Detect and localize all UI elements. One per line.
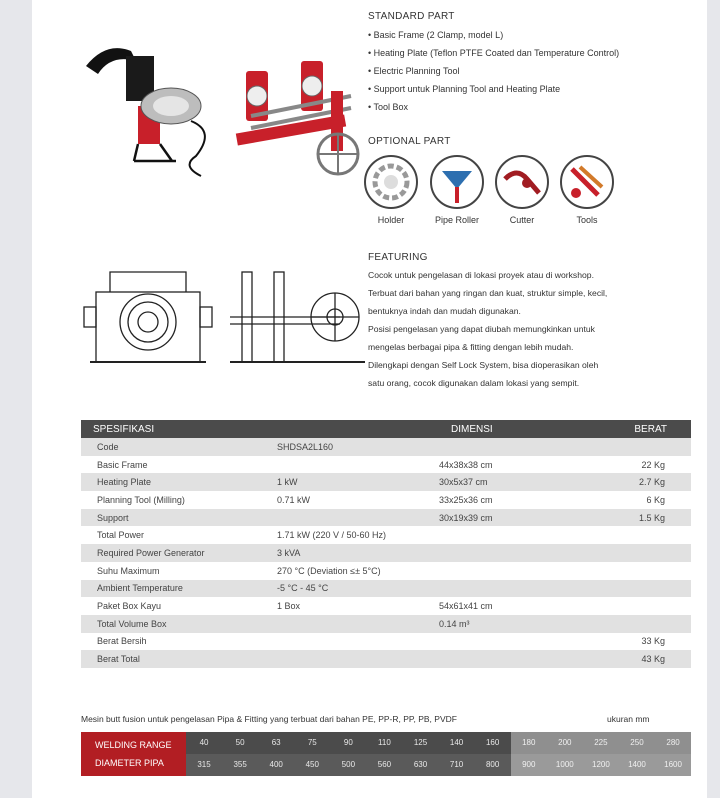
table-cell: 30x19x39 cm xyxy=(439,509,599,527)
table-cell: Total Power xyxy=(97,530,145,541)
featuring-line: Cocok untuk pengelasan di lokasi proyek atau di workshop. xyxy=(368,270,594,280)
diameter-value: 1400 xyxy=(619,754,655,776)
table-cell: Planning Tool (Milling) xyxy=(97,494,185,505)
spec-body xyxy=(81,438,691,668)
technical-drawing xyxy=(80,262,380,372)
table-cell xyxy=(277,650,439,668)
table-row xyxy=(81,526,691,544)
table-cell xyxy=(439,544,599,562)
table-cell: Required Power Generator xyxy=(81,544,277,562)
welding-value: 280 xyxy=(655,732,691,754)
table-cell xyxy=(439,580,599,598)
diameter-pipa-row xyxy=(186,754,691,776)
table-row xyxy=(81,473,691,491)
table-cell: Suhu Maximum xyxy=(97,565,160,576)
table-cell: SHDSA2L160 xyxy=(277,438,439,456)
table-cell xyxy=(599,526,691,544)
table-cell xyxy=(599,544,691,562)
standard-part-title: STANDARD PART xyxy=(368,11,455,22)
optional-item-label: Tools xyxy=(576,215,598,225)
table-cell: 1.5 Kg xyxy=(599,509,691,527)
table-cell: Heating Plate xyxy=(81,473,277,491)
optional-item-label: Holder xyxy=(377,215,405,225)
spec-header: DIMENSI xyxy=(439,420,599,438)
table-cell xyxy=(439,650,599,668)
table-row xyxy=(81,650,691,668)
diameter-value: 710 xyxy=(439,754,475,776)
welding-value: 63 xyxy=(258,732,294,754)
table-cell: -5 °C - 45 °C xyxy=(277,580,439,598)
diameter-value: 1200 xyxy=(583,754,619,776)
product-sheet xyxy=(32,0,707,798)
pipe-roller-icon xyxy=(430,155,484,209)
table-row xyxy=(81,544,691,562)
table-cell xyxy=(599,597,691,615)
welding-value: 125 xyxy=(402,732,438,754)
list-item: • Tool Box xyxy=(368,102,409,112)
diameter-value: 1600 xyxy=(655,754,691,776)
heating-plate-unit xyxy=(86,48,205,176)
table-cell xyxy=(277,509,439,527)
featuring-text xyxy=(368,266,607,392)
standard-part-list xyxy=(368,26,619,116)
optional-item-tools xyxy=(559,155,615,225)
table-cell: 22 Kg xyxy=(641,459,665,470)
diameter-value: 500 xyxy=(330,754,366,776)
table-cell: 33 Kg xyxy=(641,636,665,647)
table-row xyxy=(81,615,691,633)
footer-note: Mesin butt fusion untuk pengelasan Pipa & Fitting yang terbuat dari bahan PE, PP-R, PP, PB, PVDF xyxy=(81,714,457,724)
optional-part-title: OPTIONAL PART xyxy=(368,136,451,147)
tools-icon xyxy=(560,155,614,209)
diameter-value: 630 xyxy=(402,754,438,776)
welding-value: 180 xyxy=(511,732,547,754)
table-cell xyxy=(277,633,439,651)
table-cell: 1 kW xyxy=(277,473,439,491)
featuring-line: bentuknya indah dan mudah digunakan. xyxy=(368,306,521,316)
diameter-value: 900 xyxy=(511,754,547,776)
featuring-line: Posisi pengelasan yang dapat diubah memungkinkan untuk xyxy=(368,324,595,334)
featuring-line: mengelas berbagai pipa & fitting dengan lebih mudah. xyxy=(368,342,574,352)
spec-header: BERAT xyxy=(599,420,691,438)
holder-icon xyxy=(364,155,418,209)
table-cell: Support xyxy=(81,509,277,527)
table-cell: 1.71 kW (220 V / 50-60 Hz) xyxy=(277,530,387,541)
table-cell: 44x38x38 cm xyxy=(439,459,493,470)
welding-value: 40 xyxy=(186,732,222,754)
table-cell: 0.71 kW xyxy=(277,494,311,505)
table-row xyxy=(81,438,691,456)
table-cell: Basic Frame xyxy=(97,459,148,470)
table-cell: 54x61x41 cm xyxy=(439,601,493,612)
table-cell xyxy=(599,615,691,633)
basic-frame-unit xyxy=(236,61,358,174)
welding-value: 200 xyxy=(547,732,583,754)
table-cell: 3 kVA xyxy=(277,544,439,562)
optional-item-label: Cutter xyxy=(509,215,535,225)
optional-item-pipe-roller xyxy=(429,155,485,225)
table-cell: 0.14 m³ xyxy=(439,615,599,633)
table-cell xyxy=(439,526,599,544)
welding-value: 50 xyxy=(222,732,258,754)
table-row xyxy=(81,562,691,580)
optional-item-label: Pipe Roller xyxy=(434,215,480,225)
welding-value: 225 xyxy=(583,732,619,754)
table-cell: Paket Box Kayu xyxy=(97,601,162,612)
featuring-line: Terbuat dari bahan yang ringan dan kuat, struktur simple, kecil, xyxy=(368,288,608,298)
table-cell: Ambient Temperature xyxy=(81,580,277,598)
diameter-pipa-label: DIAMETER PIPA xyxy=(95,758,164,768)
table-row xyxy=(81,633,691,651)
welding-value: 160 xyxy=(475,732,511,754)
featuring-title: FEATURING xyxy=(368,252,428,263)
table-row xyxy=(81,597,691,615)
welding-value: 90 xyxy=(330,732,366,754)
welding-value: 140 xyxy=(439,732,475,754)
footer-unit: ukuran mm xyxy=(607,714,650,724)
list-item: • Basic Frame (2 Clamp, model L) xyxy=(368,30,504,40)
diameter-value: 1000 xyxy=(547,754,583,776)
size-range-cells xyxy=(186,732,691,776)
table-cell xyxy=(277,615,439,633)
size-range-labels xyxy=(81,732,186,776)
featuring-line: Dilengkapi dengan Self Lock System, bisa dioperasikan oleh xyxy=(368,360,599,370)
welding-value: 250 xyxy=(619,732,655,754)
size-range-bar xyxy=(81,732,691,776)
diameter-value: 355 xyxy=(222,754,258,776)
table-cell: 30x5x37 cm xyxy=(439,473,599,491)
table-row xyxy=(81,456,691,474)
optional-item-holder xyxy=(363,155,419,225)
list-item: • Heating Plate (Teflon PTFE Coated dan Temperature Control) xyxy=(368,48,620,58)
diameter-value: 800 xyxy=(475,754,511,776)
spec-header: SPESIFIKASI xyxy=(81,420,277,438)
table-cell: 2.7 Kg xyxy=(599,473,691,491)
optional-item-cutter xyxy=(494,155,550,225)
table-row xyxy=(81,509,691,527)
spec-header-row xyxy=(81,420,691,438)
table-cell xyxy=(599,438,691,456)
machine-photo xyxy=(76,36,366,186)
welding-range-row xyxy=(186,732,691,754)
table-cell xyxy=(439,438,599,456)
table-cell xyxy=(599,562,691,580)
table-cell: Code xyxy=(81,438,277,456)
spec-header xyxy=(277,420,439,438)
cutter-icon xyxy=(495,155,549,209)
table-cell xyxy=(439,633,599,651)
list-item: • Support untuk Planning Tool and Heating Plate xyxy=(368,84,561,94)
table-cell: 270 °C (Deviation ≤± 5°C) xyxy=(277,565,381,576)
table-cell: Total Volume Box xyxy=(81,615,277,633)
table-cell: Berat Total xyxy=(81,650,277,668)
table-cell: 1 Box xyxy=(277,601,301,612)
table-row xyxy=(81,491,691,509)
featuring-line: satu orang, cocok digunakan dalam lokasi yang sempit. xyxy=(368,378,580,388)
table-row xyxy=(81,580,691,598)
spec-table xyxy=(81,420,691,668)
list-item: • Electric Planning Tool xyxy=(368,66,460,76)
diameter-value: 560 xyxy=(366,754,402,776)
welding-value: 75 xyxy=(294,732,330,754)
table-cell xyxy=(277,456,439,474)
welding-value: 110 xyxy=(366,732,402,754)
table-cell: 43 Kg xyxy=(599,650,691,668)
table-cell: 6 Kg xyxy=(646,494,665,505)
diameter-value: 315 xyxy=(186,754,222,776)
table-cell xyxy=(599,580,691,598)
table-cell xyxy=(439,562,599,580)
welding-range-label: WELDING RANGE xyxy=(95,740,172,750)
table-cell: Berat Bersih xyxy=(97,636,147,647)
table-cell: 33x25x36 cm xyxy=(439,494,493,505)
diameter-value: 400 xyxy=(258,754,294,776)
diameter-value: 450 xyxy=(294,754,330,776)
